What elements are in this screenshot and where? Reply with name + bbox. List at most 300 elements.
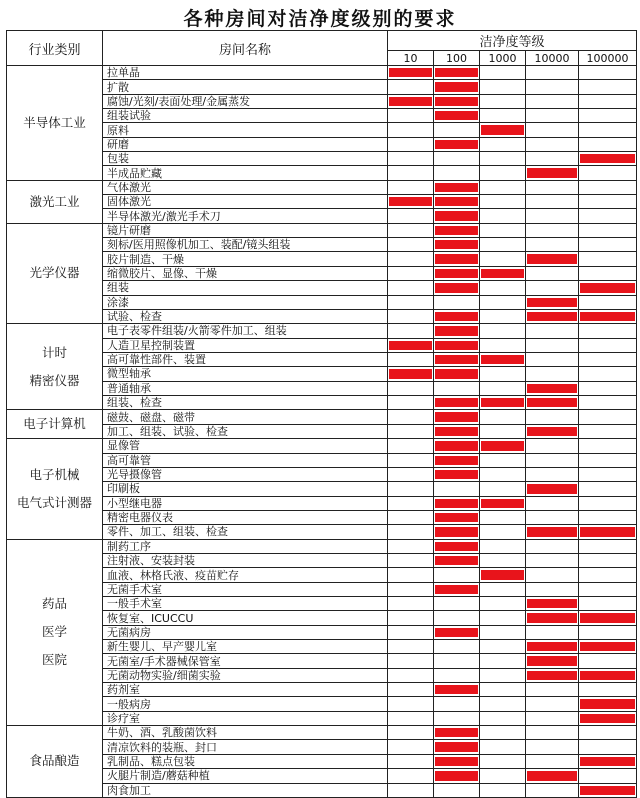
level-cell [480,467,526,481]
level-cell [526,238,579,252]
level-cell [579,410,637,425]
requirement-bar [580,699,635,708]
level-cell [480,367,526,381]
level-cell [480,180,526,194]
level-cell [526,410,579,425]
level-cell [434,238,480,252]
level-cell [388,582,434,596]
requirement-bar [435,628,478,637]
requirement-bar [527,642,577,651]
requirement-bar [435,211,478,220]
level-cell [434,597,480,611]
requirement-bar [481,499,524,508]
level-cell [579,769,637,783]
level-cell [579,783,637,797]
level-cell [434,80,480,94]
room-name: 包装 [103,152,388,166]
level-cell [434,754,480,768]
level-cell [434,510,480,524]
requirement-bar [435,226,478,235]
level-cell [526,582,579,596]
level-cell [434,439,480,453]
level-cell [434,568,480,582]
requirement-bar [435,183,478,192]
requirements-table [6,30,637,798]
room-name: 镜片研磨 [103,223,388,237]
level-cell [526,496,579,510]
level-cell [434,66,480,80]
level-cell [388,137,434,151]
requirement-bar [481,269,524,278]
level-cell [526,539,579,553]
level-cell [434,137,480,151]
table-row [7,223,637,237]
level-cell [388,510,434,524]
level-cell [480,582,526,596]
room-name: 光导摄像管 [103,467,388,481]
category-cell [7,223,103,323]
requirement-bar [435,68,478,77]
level-cell [480,654,526,668]
level-cell [388,324,434,338]
level-cell [526,123,579,137]
requirement-bar [580,714,635,723]
level-cell [480,510,526,524]
level-cell [480,352,526,366]
level-cell [434,123,480,137]
level-cell [526,554,579,568]
table-row [7,539,637,553]
level-cell [526,137,579,151]
header-cleanliness-grade: 洁净度等级 [388,31,637,51]
level-cell [388,740,434,754]
room-name: 试验、检查 [103,309,388,323]
level-cell [434,654,480,668]
category-cell [7,180,103,223]
room-name: 电子表零件组装/火箭零件加工、组装 [103,324,388,338]
requirement-bar [580,613,635,622]
level-cell [388,381,434,395]
level-cell [526,697,579,711]
requirement-bar [580,154,635,163]
cleanliness-table [6,30,636,797]
level-cell [480,195,526,209]
level-cell [388,496,434,510]
requirement-bar [527,254,577,263]
level-cell [526,439,579,453]
level-cell [388,554,434,568]
level-cell [388,439,434,453]
level-cell [388,223,434,237]
room-name: 气体激光 [103,180,388,194]
level-cell [579,424,637,439]
requirement-bar [435,685,478,694]
room-name: 半导体激光/激光手术刀 [103,209,388,223]
requirement-bar [527,599,577,608]
level-cell [579,726,637,740]
level-cell [480,539,526,553]
requirement-bar [580,786,635,795]
room-name: 微型轴承 [103,367,388,381]
level-cell [526,510,579,524]
level-cell [388,109,434,123]
table-row [7,410,637,425]
level-cell [480,66,526,80]
room-name: 组装 [103,281,388,295]
level-cell [434,625,480,639]
level-cell [434,453,480,467]
level-cell [480,252,526,266]
room-name: 固体激光 [103,195,388,209]
level-cell [388,424,434,439]
level-cell [526,295,579,309]
level-cell [480,783,526,797]
requirement-bar [435,527,478,536]
level-cell [579,525,637,539]
requirement-bar [527,484,577,493]
level-cell [526,209,579,223]
requirement-bar [435,341,478,350]
level-cell [526,166,579,180]
level-cell [579,352,637,366]
level-cell [579,209,637,223]
room-name: 牛奶、酒、乳酸菌饮料 [103,726,388,740]
level-cell [526,640,579,654]
requirement-bar [389,369,432,378]
level-cell [579,597,637,611]
category-label: 半导体工业 [23,114,86,130]
category-label: 医院 [41,652,67,668]
level-cell [579,611,637,625]
level-cell [388,152,434,166]
room-name: 一般手术室 [103,597,388,611]
level-cell [526,668,579,682]
level-cell [480,439,526,453]
level-cell [480,381,526,395]
level-cell [434,367,480,381]
level-cell [434,209,480,223]
requirement-bar [435,240,478,249]
requirement-bar [435,140,478,149]
category-label: 电子计算机 [23,416,86,432]
level-cell [526,625,579,639]
room-name: 扩散 [103,80,388,94]
room-name: 普通轴承 [103,381,388,395]
requirement-bar [389,68,432,77]
header-level: 100000 [579,51,637,66]
level-cell [579,668,637,682]
requirement-bar [527,671,577,680]
category-cell [7,410,103,439]
requirement-bar [435,82,478,91]
room-name: 精密电器仪表 [103,510,388,524]
level-cell [434,223,480,237]
requirement-bar [435,513,478,522]
level-cell [579,453,637,467]
level-cell [388,66,434,80]
category-label: 电气式计测器 [16,494,92,510]
level-cell [579,568,637,582]
room-name: 恢复室、ICUCCU [103,611,388,625]
level-cell [434,582,480,596]
level-cell [434,395,480,409]
category-label: 激光工业 [29,193,80,209]
level-cell [388,697,434,711]
room-name: 原料 [103,123,388,137]
level-cell [388,309,434,323]
level-cell [434,482,480,496]
requirement-bar [435,412,478,422]
category-cell [7,439,103,539]
requirement-bar [435,197,478,206]
room-name: 研磨 [103,137,388,151]
level-cell [434,496,480,510]
requirement-bar [435,441,478,450]
level-cell [388,711,434,725]
room-name: 人造卫星控制装置 [103,338,388,352]
level-cell [526,180,579,194]
level-cell [480,166,526,180]
room-name: 新生婴儿、早产婴儿室 [103,640,388,654]
level-cell [388,539,434,553]
level-cell [579,510,637,524]
level-cell [434,152,480,166]
room-name: 零件、加工、组装、检查 [103,525,388,539]
level-cell [480,295,526,309]
level-cell [388,754,434,768]
requirement-bar [435,728,478,737]
requirement-bar [481,570,524,579]
level-cell [579,266,637,280]
level-cell [526,252,579,266]
level-cell [579,625,637,639]
room-name: 半成品贮藏 [103,166,388,180]
requirement-bar [435,771,478,780]
requirement-bar [389,197,432,206]
level-cell [480,238,526,252]
level-cell [579,582,637,596]
level-cell [480,137,526,151]
level-cell [434,94,480,108]
table-row [7,66,637,80]
requirement-bar [580,757,635,766]
requirement-bar [435,542,478,551]
level-cell [526,726,579,740]
room-name: 缩微胶片、显像、干燥 [103,266,388,280]
level-cell [434,525,480,539]
level-cell [526,525,579,539]
level-cell [388,281,434,295]
level-cell [480,554,526,568]
category-cell [7,66,103,181]
level-cell [480,568,526,582]
level-cell [480,80,526,94]
category-cell [7,726,103,798]
level-cell [579,697,637,711]
room-name: 组装、检查 [103,395,388,409]
requirement-bar [580,527,635,536]
category-label: 电子机械 [29,466,80,482]
requirement-bar [580,642,635,651]
requirement-bar [435,355,478,364]
requirement-bar [481,355,524,364]
level-cell [579,467,637,481]
level-cell [579,539,637,553]
level-cell [579,367,637,381]
table-row [7,180,637,194]
level-cell [526,352,579,366]
level-cell [526,195,579,209]
level-cell [579,496,637,510]
level-cell [480,668,526,682]
level-cell [579,109,637,123]
level-cell [480,324,526,338]
level-cell [579,295,637,309]
level-cell [526,266,579,280]
requirement-bar [527,298,577,307]
level-cell [579,711,637,725]
level-cell [480,395,526,409]
level-cell [526,152,579,166]
room-name: 加工、组装、试验、检查 [103,424,388,439]
level-cell [526,769,579,783]
requirement-bar [527,613,577,622]
header-category: 行业类别 [7,31,103,66]
level-cell [434,640,480,654]
requirement-bar [435,585,478,594]
level-cell [480,453,526,467]
level-cell [579,195,637,209]
level-cell [388,123,434,137]
room-name: 高可靠管 [103,453,388,467]
level-cell [579,381,637,395]
level-cell [434,352,480,366]
level-cell [480,754,526,768]
level-cell [526,309,579,323]
requirement-bar [580,312,635,321]
level-cell [526,109,579,123]
level-cell [434,611,480,625]
level-cell [526,66,579,80]
level-cell [434,668,480,682]
room-name: 制药工序 [103,539,388,553]
requirement-bar [527,527,577,536]
level-cell [388,395,434,409]
level-cell [434,309,480,323]
level-cell [434,783,480,797]
requirement-bar [435,427,478,437]
category-label: 精密仪器 [29,372,80,388]
requirement-bar [580,283,635,292]
level-cell [480,640,526,654]
page-title: 各种房间对洁净度级别的要求 [183,8,457,30]
level-cell [579,395,637,409]
level-cell [388,683,434,697]
level-cell [388,252,434,266]
level-cell [579,324,637,338]
level-cell [480,424,526,439]
level-cell [388,453,434,467]
level-cell [480,266,526,280]
room-name: 拉单晶 [103,66,388,80]
room-name: 无菌病房 [103,625,388,639]
requirement-bar [389,97,432,106]
level-cell [480,726,526,740]
level-cell [434,424,480,439]
requirement-bar [389,341,432,350]
level-cell [480,697,526,711]
level-cell [388,295,434,309]
room-name: 诊疗室 [103,711,388,725]
level-cell [579,740,637,754]
level-cell [388,338,434,352]
room-name: 印刷板 [103,482,388,496]
level-cell [434,740,480,754]
level-cell [526,783,579,797]
category-label: 计时 [41,344,67,360]
room-name: 血液、林格氏液、疫苗贮存 [103,568,388,582]
requirement-bar [435,111,478,120]
level-cell [579,309,637,323]
category-cell [7,539,103,725]
requirement-bar [481,125,524,134]
level-cell [434,769,480,783]
level-cell [579,238,637,252]
requirement-bar [435,369,478,378]
category-label: 食品酿造 [29,753,80,769]
category-label: 药品 [41,596,67,612]
level-cell [388,611,434,625]
level-cell [388,769,434,783]
requirement-bar [527,168,577,177]
room-name: 涂漆 [103,295,388,309]
level-cell [388,568,434,582]
requirement-bar [435,556,478,565]
level-cell [388,195,434,209]
level-cell [526,223,579,237]
header-room-name: 房间名称 [103,31,388,66]
level-cell [579,66,637,80]
header-level: 10 [388,51,434,66]
level-cell [526,683,579,697]
requirement-bar [527,384,577,393]
requirement-bar [435,757,478,766]
level-cell [434,266,480,280]
level-cell [526,453,579,467]
requirement-bar [527,398,577,407]
level-cell [388,180,434,194]
level-cell [388,482,434,496]
level-cell [526,367,579,381]
level-cell [434,281,480,295]
table-row [7,324,637,338]
level-cell [480,338,526,352]
level-cell [579,482,637,496]
room-name: 药剂室 [103,683,388,697]
level-cell [579,252,637,266]
level-cell [434,295,480,309]
level-cell [579,152,637,166]
room-name: 无菌动物实验/细菌实验 [103,668,388,682]
level-cell [480,123,526,137]
level-cell [526,395,579,409]
level-cell [526,467,579,481]
level-cell [388,94,434,108]
category-label: 医学 [41,624,67,640]
room-name: 组装试验 [103,109,388,123]
requirement-bar [435,470,478,479]
level-cell [480,683,526,697]
